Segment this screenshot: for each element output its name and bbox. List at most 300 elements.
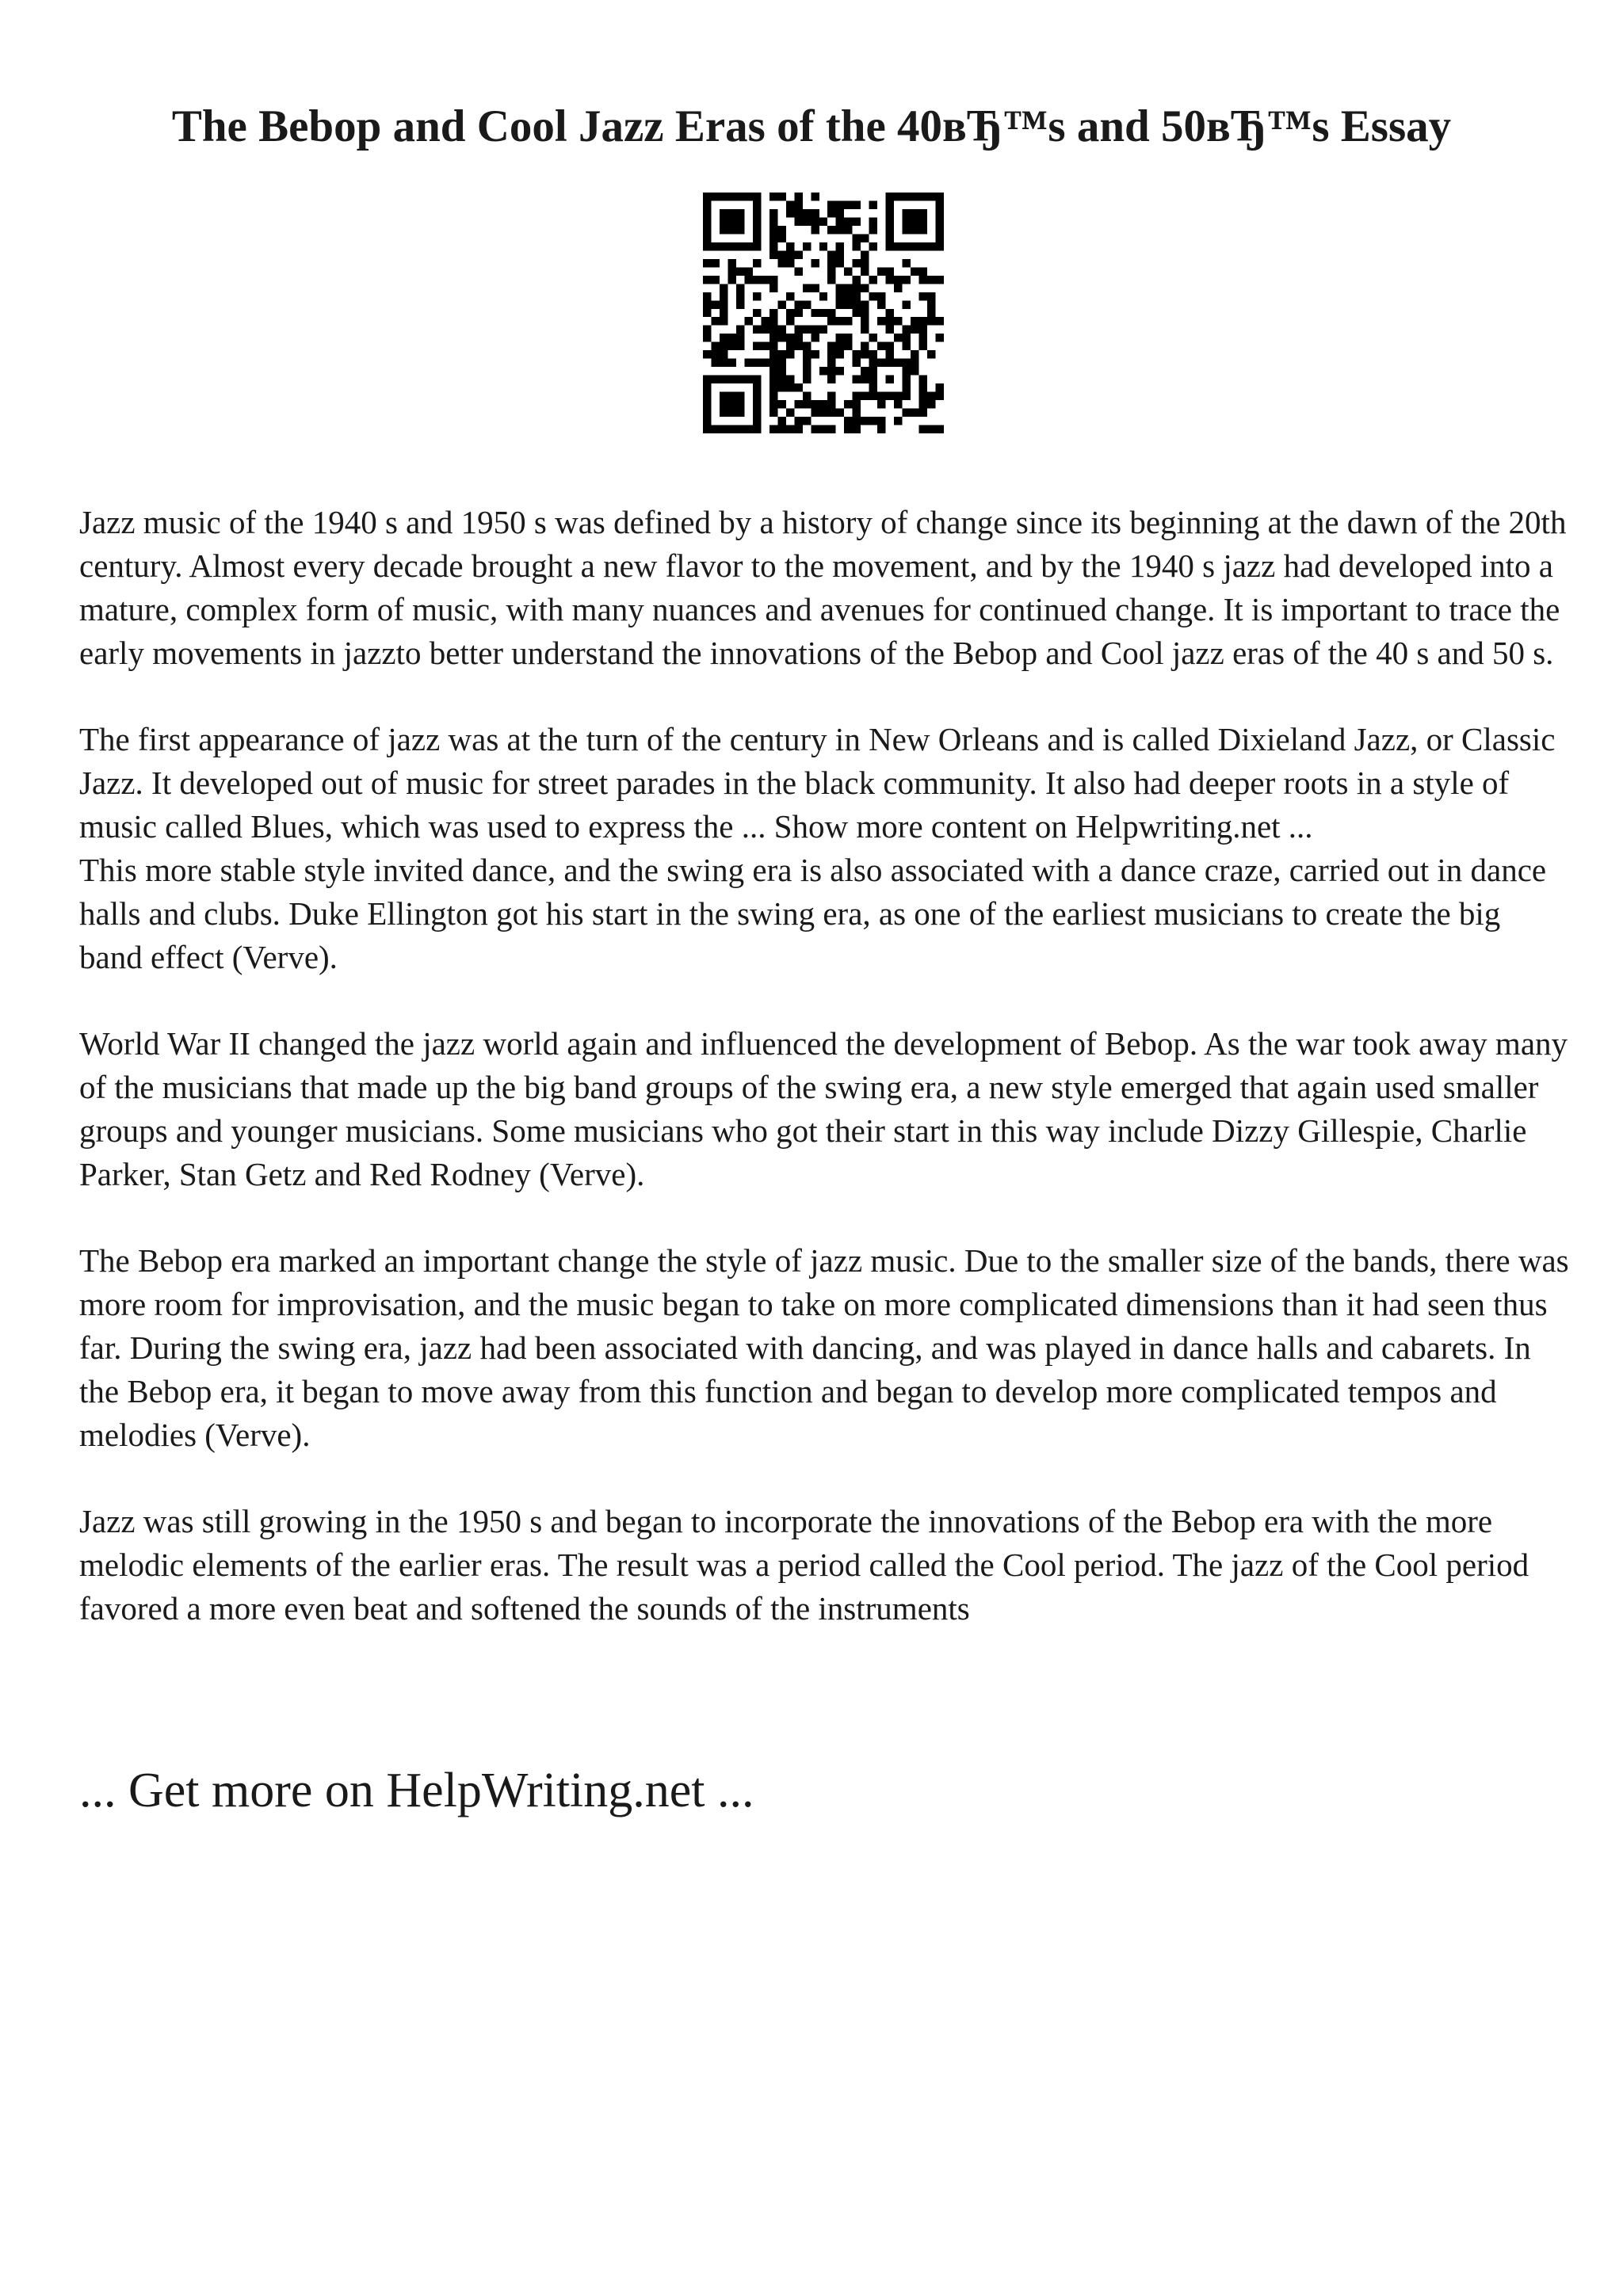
essay-paragraph-6: Jazz was still growing in the 1950 s and began to incorporate the innovations of the Bebop era with the more melodic elements of the earlier eras. The result was a period called the Cool period. The jazz of the Cool period favored a more even beat and softened the sounds of the instruments	[79, 1503, 1529, 1627]
qr-module	[927, 392, 935, 400]
qr-module	[819, 292, 827, 300]
qr-module	[703, 326, 711, 334]
qr-module	[753, 392, 761, 400]
qr-module	[786, 200, 794, 208]
qr-module	[711, 300, 719, 308]
qr-module	[727, 400, 735, 408]
qr-module	[853, 376, 861, 383]
qr-module	[794, 217, 802, 225]
qr-module	[919, 292, 927, 300]
qr-module	[869, 242, 877, 250]
qr-module	[853, 284, 861, 292]
qr-module	[853, 276, 861, 284]
qr-module	[720, 242, 727, 250]
qr-module	[819, 217, 827, 225]
qr-module	[803, 326, 811, 334]
qr-module	[720, 425, 727, 433]
qr-module	[803, 217, 811, 225]
qr-module	[861, 376, 869, 383]
qr-module	[853, 242, 861, 250]
qr-module	[803, 376, 811, 383]
qr-module	[753, 200, 761, 208]
qr-module	[827, 226, 835, 234]
qr-module	[727, 217, 735, 225]
qr-module	[727, 226, 735, 234]
qr-module	[827, 250, 835, 258]
qr-module	[919, 334, 927, 341]
qr-module	[777, 425, 785, 433]
qr-module	[869, 376, 877, 383]
qr-module	[827, 276, 835, 284]
qr-module	[744, 425, 752, 433]
qr-module	[769, 334, 777, 341]
qr-module	[886, 342, 894, 350]
qr-module	[911, 267, 918, 275]
qr-module	[927, 300, 935, 308]
qr-module	[861, 259, 869, 267]
qr-module	[844, 425, 852, 433]
qr-module	[911, 317, 918, 325]
qr-module	[861, 267, 869, 275]
qr-module	[711, 376, 719, 383]
qr-module	[927, 276, 935, 284]
document-title: The Bebop and Cool Jazz Eras of the 40вЂ™s and 50вЂ™s Essay	[171, 101, 1452, 151]
qr-module	[836, 200, 844, 208]
qr-module	[769, 392, 777, 400]
qr-module	[877, 392, 885, 400]
qr-module	[877, 267, 885, 275]
qr-module	[853, 217, 861, 225]
qr-module	[794, 209, 802, 217]
qr-module	[903, 409, 911, 417]
qr-module	[777, 383, 785, 391]
qr-module	[794, 342, 802, 350]
qr-module	[886, 193, 894, 200]
qr-module	[769, 350, 777, 358]
qr-module	[786, 317, 794, 325]
qr-module	[753, 400, 761, 408]
qr-module	[703, 425, 711, 433]
qr-module	[936, 217, 944, 225]
qr-module	[869, 217, 877, 225]
qr-module	[736, 400, 744, 408]
qr-module	[844, 342, 852, 350]
qr-module	[827, 317, 835, 325]
qr-module	[903, 276, 911, 284]
qr-module	[703, 409, 711, 417]
qr-module	[827, 309, 835, 317]
qr-module	[777, 376, 785, 383]
qr-module	[703, 334, 711, 341]
qr-module	[827, 259, 835, 267]
qr-module	[703, 383, 711, 391]
qr-module	[903, 342, 911, 350]
qr-module	[803, 417, 811, 425]
qr-module	[936, 425, 944, 433]
qr-module	[769, 234, 777, 242]
qr-module	[727, 342, 735, 350]
qr-module	[869, 200, 877, 208]
qr-module	[894, 284, 902, 292]
qr-code-icon[interactable]	[703, 193, 944, 433]
qr-module	[919, 267, 927, 275]
qr-module	[919, 193, 927, 200]
qr-module	[919, 383, 927, 391]
qr-module	[769, 217, 777, 225]
qr-module	[811, 284, 819, 292]
qr-module	[886, 226, 894, 234]
essay-paragraph-1: Jazz music of the 1940 s and 1950 s was defined by a history of change since its beginning at the dawn of the 20th century. Almost every decade brought a new flavor to the movement, and by the 1940 s jazz had developed into a mature, complex form of music, with many nuances and avenues for continued change. It is important to trace the early movements in jazzto better understand the innovations of the Bebop and Cool jazz eras of the 40 s and 50 s.	[79, 504, 1567, 671]
qr-module	[720, 334, 727, 341]
qr-module	[861, 367, 869, 375]
qr-module	[827, 392, 835, 400]
qr-module	[827, 342, 835, 350]
qr-module	[794, 300, 802, 308]
qr-module	[753, 376, 761, 383]
qr-module	[811, 326, 819, 334]
qr-module	[794, 200, 802, 208]
qr-module	[794, 334, 802, 341]
qr-module	[877, 300, 885, 308]
qr-module	[727, 259, 735, 267]
qr-module	[919, 342, 927, 350]
qr-module	[911, 367, 918, 375]
qr-module	[919, 217, 927, 225]
qr-module	[936, 276, 944, 284]
qr-module	[786, 376, 794, 383]
qr-module	[777, 367, 785, 375]
qr-module	[769, 409, 777, 417]
qr-module	[827, 425, 835, 433]
qr-module	[703, 350, 711, 358]
qr-module	[911, 193, 918, 200]
qr-module	[720, 350, 727, 358]
qr-module	[803, 359, 811, 367]
qr-module	[727, 209, 735, 217]
qr-module	[836, 226, 844, 234]
qr-module	[894, 317, 902, 325]
qr-module	[786, 242, 794, 250]
qr-module	[836, 250, 844, 258]
qr-module	[720, 342, 727, 350]
qr-module	[794, 326, 802, 334]
qr-module	[727, 425, 735, 433]
qr-module	[819, 326, 827, 334]
qr-module	[844, 300, 852, 308]
qr-module	[786, 250, 794, 258]
qr-module	[861, 300, 869, 308]
qr-module	[853, 292, 861, 300]
qr-module	[711, 342, 719, 350]
qr-module	[836, 284, 844, 292]
qr-module	[927, 193, 935, 200]
qr-module	[819, 242, 827, 250]
qr-module	[886, 200, 894, 208]
qr-module	[844, 226, 852, 234]
qr-module	[869, 226, 877, 234]
qr-module	[919, 209, 927, 217]
qr-module	[720, 209, 727, 217]
qr-module	[927, 309, 935, 317]
qr-module	[769, 193, 777, 200]
qr-module	[919, 317, 927, 325]
qr-module	[777, 193, 785, 200]
qr-module	[919, 242, 927, 250]
qr-module	[769, 284, 777, 292]
qr-module	[720, 400, 727, 408]
qr-module	[936, 209, 944, 217]
qr-module	[786, 259, 794, 267]
qr-module	[769, 425, 777, 433]
qr-module	[753, 217, 761, 225]
qr-module	[736, 334, 744, 341]
qr-module	[753, 326, 761, 334]
qr-module	[894, 193, 902, 200]
qr-module	[777, 334, 785, 341]
qr-module	[736, 425, 744, 433]
qr-module	[894, 392, 902, 400]
qr-module	[753, 425, 761, 433]
qr-module	[877, 292, 885, 300]
qr-module	[886, 267, 894, 275]
qr-module	[811, 409, 819, 417]
qr-module	[861, 326, 869, 334]
qr-module	[703, 292, 711, 300]
qr-module	[703, 376, 711, 383]
qr-module	[911, 217, 918, 225]
qr-module	[886, 234, 894, 242]
qr-module	[903, 226, 911, 234]
qr-module	[711, 359, 719, 367]
qr-module	[720, 193, 727, 200]
qr-module	[894, 334, 902, 341]
qr-module	[803, 300, 811, 308]
qr-module	[727, 276, 735, 284]
qr-module	[836, 217, 844, 225]
qr-module	[727, 392, 735, 400]
qr-module	[869, 383, 877, 391]
qr-module	[836, 317, 844, 325]
qr-module	[769, 383, 777, 391]
qr-module	[836, 350, 844, 358]
qr-module	[894, 400, 902, 408]
qr-module	[720, 300, 727, 308]
qr-module	[753, 226, 761, 234]
qr-module	[803, 400, 811, 408]
qr-module	[919, 409, 927, 417]
qr-module	[753, 342, 761, 350]
qr-module	[853, 359, 861, 367]
qr-module	[769, 342, 777, 350]
qr-module	[703, 300, 711, 308]
qr-module	[861, 250, 869, 258]
qr-module	[786, 350, 794, 358]
qr-module	[919, 425, 927, 433]
qr-module	[736, 267, 744, 275]
qr-module	[919, 226, 927, 234]
qr-module	[911, 209, 918, 217]
qr-module	[736, 292, 744, 300]
qr-module	[794, 193, 802, 200]
qr-module	[777, 250, 785, 258]
qr-module	[736, 242, 744, 250]
get-more-link[interactable]: ... Get more on HelpWriting.net ...	[79, 1764, 754, 1817]
qr-module	[903, 367, 911, 375]
qr-module	[703, 217, 711, 225]
qr-module	[919, 276, 927, 284]
qr-module	[861, 417, 869, 425]
qr-module	[886, 317, 894, 325]
qr-module	[919, 326, 927, 334]
qr-module	[844, 417, 852, 425]
qr-module	[869, 417, 877, 425]
qr-module	[903, 217, 911, 225]
qr-module	[853, 234, 861, 242]
qr-module	[753, 276, 761, 284]
qr-module	[736, 300, 744, 308]
qr-module	[703, 259, 711, 267]
qr-module	[744, 276, 752, 284]
qr-module	[794, 383, 802, 391]
qr-module	[869, 276, 877, 284]
qr-module	[844, 334, 852, 341]
qr-module	[894, 359, 902, 367]
qr-module	[903, 259, 911, 267]
qr-module	[736, 217, 744, 225]
qr-module	[827, 350, 835, 358]
qr-module	[869, 292, 877, 300]
qr-module	[736, 226, 744, 234]
qr-module	[853, 409, 861, 417]
qr-module	[927, 242, 935, 250]
qr-module	[861, 234, 869, 242]
qr-module	[777, 226, 785, 234]
qr-module	[886, 392, 894, 400]
qr-module	[853, 392, 861, 400]
qr-module	[711, 317, 719, 325]
qr-module	[727, 409, 735, 417]
qr-module	[703, 200, 711, 208]
qr-module	[769, 317, 777, 325]
qr-module	[836, 242, 844, 250]
qr-module	[903, 242, 911, 250]
qr-module	[869, 334, 877, 341]
qr-module	[703, 400, 711, 408]
qr-module	[844, 317, 852, 325]
qr-module	[753, 259, 761, 267]
qr-module	[836, 259, 844, 267]
qr-module	[936, 383, 944, 391]
qr-module	[769, 326, 777, 334]
qr-module	[761, 276, 769, 284]
qr-module	[819, 425, 827, 433]
qr-module	[836, 334, 844, 341]
qr-module	[886, 309, 894, 317]
qr-module	[903, 392, 911, 400]
qr-module	[720, 292, 727, 300]
qr-module	[769, 367, 777, 375]
qr-module	[936, 317, 944, 325]
qr-module	[794, 425, 802, 433]
qr-module	[803, 350, 811, 358]
qr-module	[927, 317, 935, 325]
qr-module	[720, 376, 727, 383]
qr-module	[844, 284, 852, 292]
qr-module	[819, 400, 827, 408]
qr-module	[794, 309, 802, 317]
qr-module	[794, 417, 802, 425]
qr-module	[753, 359, 761, 367]
qr-module	[744, 193, 752, 200]
qr-module	[836, 292, 844, 300]
qr-module	[903, 326, 911, 334]
qr-module	[744, 317, 752, 325]
qr-module	[703, 209, 711, 217]
qr-module	[819, 409, 827, 417]
qr-module	[786, 309, 794, 317]
qr-module	[919, 392, 927, 400]
qr-module	[720, 359, 727, 367]
qr-module	[853, 425, 861, 433]
qr-module	[736, 326, 744, 334]
qr-module	[786, 425, 794, 433]
qr-module	[753, 234, 761, 242]
qr-module	[936, 334, 944, 341]
qr-module	[927, 350, 935, 358]
qr-module	[911, 350, 918, 358]
qr-module	[703, 226, 711, 234]
qr-module	[811, 217, 819, 225]
qr-module	[794, 400, 802, 408]
qr-module	[936, 193, 944, 200]
qr-module	[886, 359, 894, 367]
qr-module	[886, 242, 894, 250]
qr-module	[853, 350, 861, 358]
qr-module	[753, 209, 761, 217]
qr-module	[886, 209, 894, 217]
qr-module	[769, 376, 777, 383]
qr-module	[903, 209, 911, 217]
qr-module	[936, 200, 944, 208]
qr-module	[827, 359, 835, 367]
qr-module	[720, 409, 727, 417]
qr-module	[886, 376, 894, 383]
qr-module	[727, 334, 735, 341]
qr-module	[844, 292, 852, 300]
qr-module	[853, 417, 861, 425]
qr-module	[803, 284, 811, 292]
qr-module	[777, 234, 785, 242]
qr-module	[903, 383, 911, 391]
qr-module	[720, 226, 727, 234]
qr-module	[911, 409, 918, 417]
qr-module	[769, 400, 777, 408]
qr-module	[803, 242, 811, 250]
qr-module	[853, 259, 861, 267]
essay-paragraph-4: World War II changed the jazz world again and influenced the development of Bebop. As the war took away many of the musicians that made up the big band groups of the swing era, a new style emerged that again used smaller groups and younger musicians. Some musicians who got their start in this way include Dizzy Gillespie, Charlie Parker, Stan Getz and Red Rodney (Verve).	[79, 1025, 1568, 1192]
qr-module	[811, 425, 819, 433]
qr-module	[836, 300, 844, 308]
qr-module	[877, 400, 885, 408]
qr-module	[827, 409, 835, 417]
qr-module	[886, 217, 894, 225]
qr-module	[827, 376, 835, 383]
qr-module	[827, 267, 835, 275]
qr-module	[927, 292, 935, 300]
qr-module	[786, 334, 794, 341]
qr-module	[853, 400, 861, 408]
qr-module	[819, 309, 827, 317]
